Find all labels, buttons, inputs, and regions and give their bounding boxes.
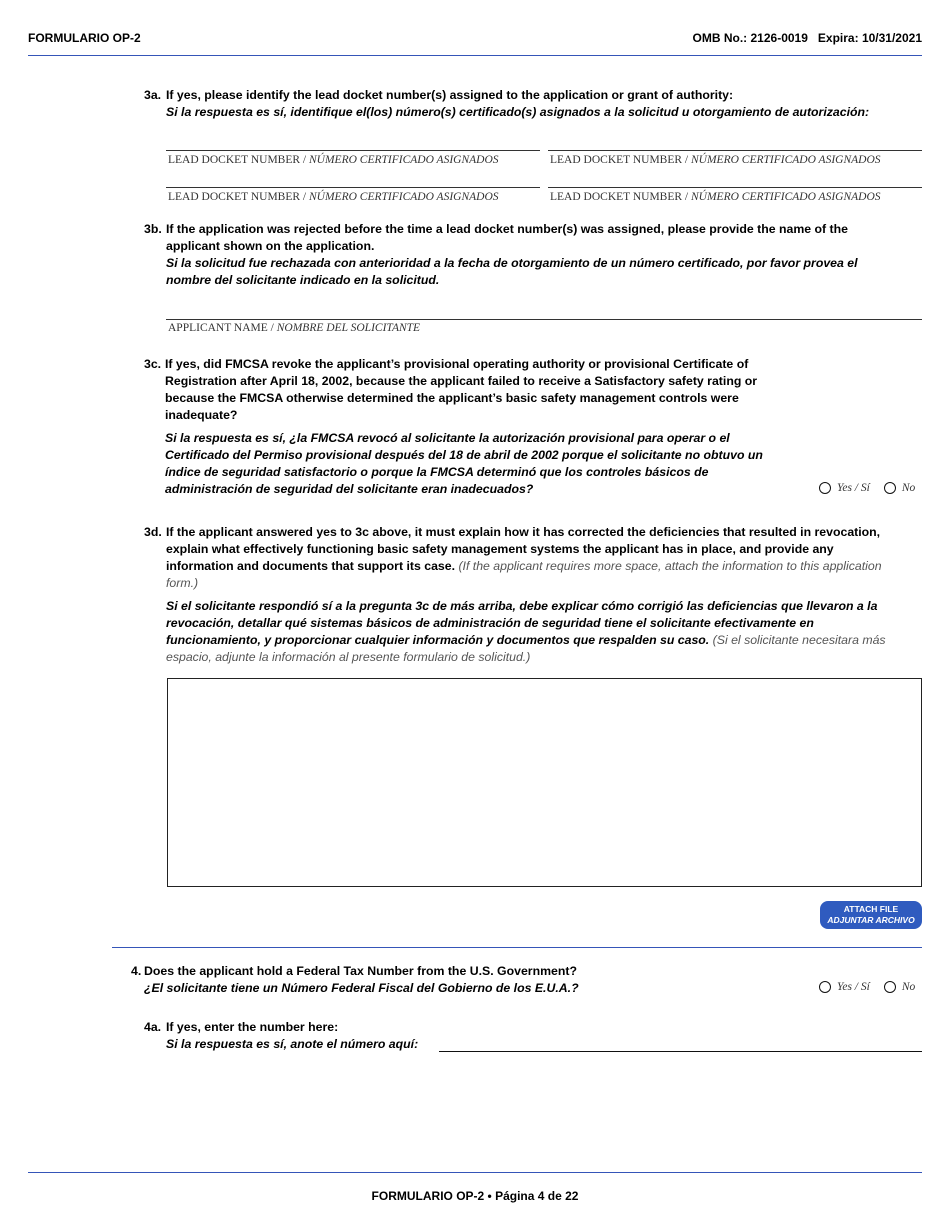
q3a-text bbox=[166, 87, 926, 121]
q4a-english: If yes, enter the number here: bbox=[166, 1020, 339, 1034]
q3c-no-radio[interactable] bbox=[884, 482, 896, 494]
q3c-radio-group bbox=[819, 482, 915, 494]
lead-docket-label-1: LEAD DOCKET NUMBER / NÚMERO CERTIFICADO ASIGNADOS bbox=[168, 154, 499, 166]
q3c-english: If yes, did FMCSA revoke the applicant’s provisional operating authority or provisional Certificate of Registration after April 18, 2002, because the applicant failed to receive a Satisfactory safety rating or because the FMCSA otherwise determined the applicant’s basic safety management controls were inadequate? bbox=[165, 357, 758, 422]
q4a-number: 4a. bbox=[144, 1020, 162, 1034]
q3d-spanish-note: (Si el solicitante necesitara más espacio, adjunte la información al presente formulario de solicitud.) bbox=[166, 633, 886, 664]
q3c-yes-radio[interactable] bbox=[819, 482, 831, 494]
omb-number: OMB No.: 2126-0019 bbox=[692, 31, 808, 45]
q4a-text bbox=[166, 1019, 436, 1053]
q4-spanish: ¿El solicitante tiene un Número Federal Fiscal del Gobierno de los E.U.A.? bbox=[144, 981, 579, 995]
q4-no-label: No bbox=[901, 981, 916, 993]
q3d-number: 3d. bbox=[144, 525, 162, 539]
header-rule bbox=[28, 55, 922, 56]
lead-docket-field-3[interactable] bbox=[166, 187, 540, 188]
lead-docket-label-4: LEAD DOCKET NUMBER / NÚMERO CERTIFICADO ASIGNADOS bbox=[550, 191, 881, 203]
attach-file-button[interactable] bbox=[820, 901, 922, 929]
q3d-spanish: Si el solicitante respondió sí a la pregunta 3c de más arriba, debe explicar cómo corrigió las deficiencias que llevaron a la revocación, detallar qué sistemas básicos de administración de seguridad tiene el solicitante efectivamente en funcionamiento, y proporcionar cualquier información y documentos que respalden su caso. bbox=[166, 599, 878, 647]
footer-rule bbox=[28, 1172, 922, 1173]
lead-docket-label-2: LEAD DOCKET NUMBER / NÚMERO CERTIFICADO ASIGNADOS bbox=[550, 154, 881, 166]
lead-docket-field-2[interactable] bbox=[548, 150, 922, 151]
q3b-number: 3b. bbox=[144, 222, 162, 236]
q3c-spanish: Si la respuesta es sí, ¿la FMCSA revocó al solicitante la autorización provisional para operar o el Certificado del Permiso provisional después del 18 de abril de 2002 porque el solicitante no obtuvo un índice de seguridad satisfactorio o porque la FMCSA determinó que los controles básicos de administración de seguridad del solicitante eran inadecuados? bbox=[165, 431, 763, 496]
omb-info bbox=[693, 31, 922, 45]
q3b-spanish: Si la solicitud fue rechazada con anterioridad a la fecha de otorgamiento de un número certificado, por favor provea el nombre del solicitante indicado en la solicitud. bbox=[166, 256, 858, 287]
q4a-spanish: Si la respuesta es sí, anote el número aquí: bbox=[166, 1037, 419, 1051]
q3c-no-option[interactable] bbox=[884, 482, 915, 494]
q3d-spanish-block bbox=[166, 598, 896, 666]
q3c-yes-option[interactable] bbox=[819, 482, 870, 494]
applicant-name-field[interactable] bbox=[166, 319, 922, 320]
q4-english: Does the applicant hold a Federal Tax Number from the U.S. Government? bbox=[144, 964, 577, 978]
q3d-english-block bbox=[166, 524, 896, 592]
q4-no-radio[interactable] bbox=[884, 981, 896, 993]
page-footer: FORMULARIO OP-2 • Página 4 de 22 bbox=[371, 1189, 579, 1203]
expiration-date: Expira: 10/31/2021 bbox=[817, 31, 922, 45]
q3c-text bbox=[165, 356, 780, 498]
q3c-yes-label: Yes / Sí bbox=[837, 482, 870, 494]
q3d-english-note: (If the applicant requires more space, attach the information to this application form.) bbox=[166, 559, 882, 590]
q3a-spanish: Si la respuesta es sí, identifique el(los) número(s) certificado(s) asignados a la solicitud u otorgamiento de autorización: bbox=[166, 105, 870, 119]
federal-tax-number-field[interactable] bbox=[439, 1051, 922, 1052]
q3c-no-label: No bbox=[901, 482, 916, 494]
q3b-english: If the application was rejected before the time a lead docket number(s) was assigned, please provide the name of the applicant shown on the application. bbox=[166, 222, 848, 253]
lead-docket-label-3: LEAD DOCKET NUMBER / NÚMERO CERTIFICADO ASIGNADOS bbox=[168, 191, 499, 203]
lead-docket-field-4[interactable] bbox=[548, 187, 922, 188]
attach-file-label-es: ADJUNTAR ARCHIVO bbox=[827, 915, 915, 925]
q3d-english: If the applicant answered yes to 3c above, it must explain how it has corrected the deficiencies that resulted in revocation, explain what effectively functioning basic safety management systems the applicant has in place, and provide any information and documents that support its case. bbox=[166, 525, 881, 573]
form-name: FORMULARIO OP-2 bbox=[28, 31, 141, 45]
q4-text bbox=[144, 963, 764, 997]
q4-yes-label: Yes / Sí bbox=[837, 981, 870, 993]
lead-docket-field-1[interactable] bbox=[166, 150, 540, 151]
q4-yes-option[interactable] bbox=[819, 981, 870, 993]
q3d-text bbox=[166, 524, 896, 666]
q4-yes-radio[interactable] bbox=[819, 981, 831, 993]
q4-radio-group bbox=[819, 981, 915, 993]
applicant-name-label: APPLICANT NAME / NOMBRE DEL SOLICITANTE bbox=[168, 322, 421, 334]
attach-file-label: ATTACH FILE bbox=[843, 904, 899, 914]
q3a-number: 3a. bbox=[144, 88, 162, 102]
q3c-number: 3c. bbox=[144, 357, 162, 371]
q3d-explanation-textarea[interactable] bbox=[167, 678, 922, 887]
q3a-english: If yes, please identify the lead docket number(s) assigned to the application or grant of authority: bbox=[166, 88, 734, 102]
q4-number: 4. bbox=[131, 964, 142, 978]
q4-no-option[interactable] bbox=[884, 981, 915, 993]
q3b-text bbox=[166, 221, 896, 289]
section-rule bbox=[112, 947, 922, 948]
